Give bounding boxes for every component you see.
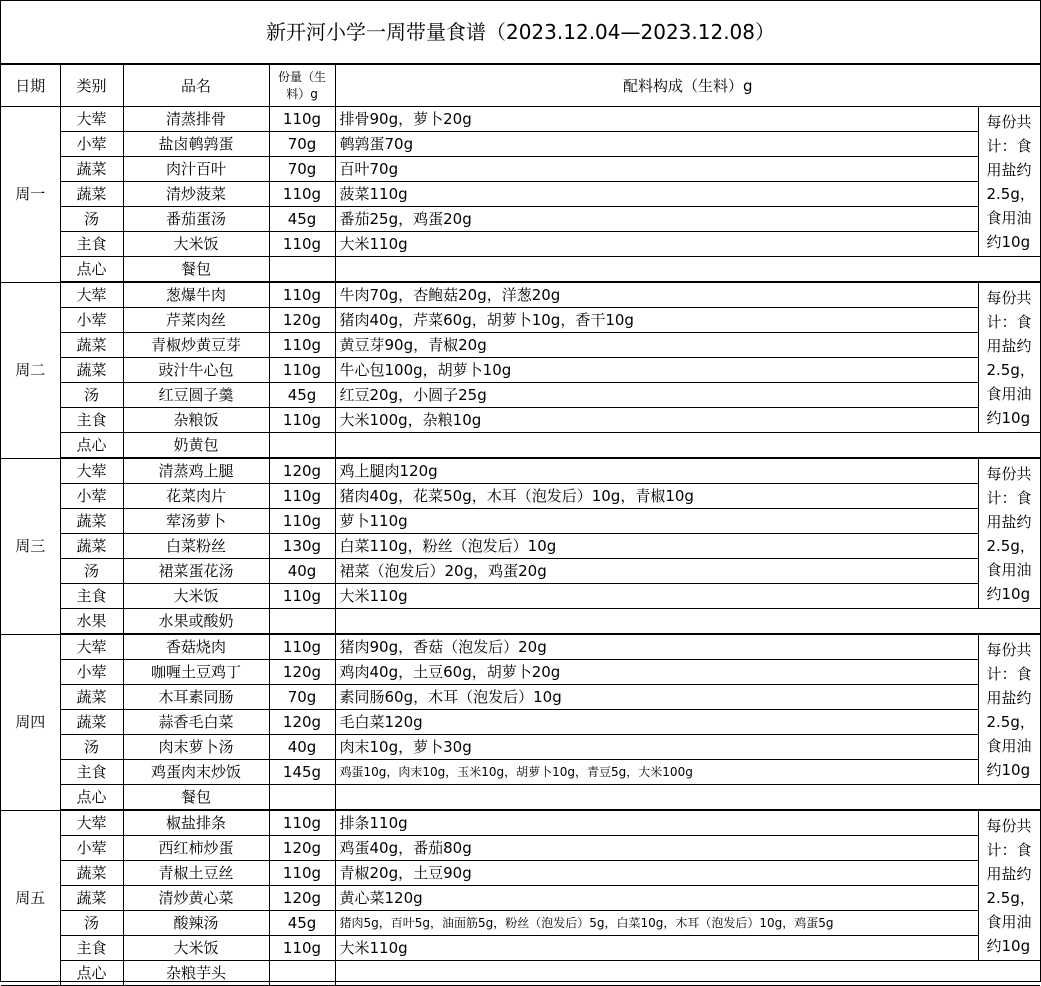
category-cell: 小荤 [60,660,123,685]
portion-cell: 145g [269,760,335,785]
ingredients-cell: 鸡蛋10g，肉末10g，玉米10g，胡萝卜10g，青豆5g，大米100g [335,760,978,785]
dish-cell: 肉末萝卜汤 [123,735,269,760]
portion-cell [269,257,335,283]
ingredients-cell [335,785,1040,811]
portion-cell: 70g [269,685,335,710]
table-row [1,836,1040,861]
ingredients-cell: 大米110g [335,584,978,609]
day-label: 周三 [1,458,60,634]
category-cell: 主食 [60,408,123,433]
table-row [1,207,1040,232]
category-cell: 主食 [60,936,123,961]
portion-cell: 120g [269,836,335,861]
portion-cell: 45g [269,911,335,936]
dish-cell: 椒盐排条 [123,810,269,836]
dish-cell: 西红柿炒蛋 [123,836,269,861]
category-cell: 点心 [60,257,123,283]
header-dish: 品名 [123,65,269,107]
category-cell: 汤 [60,559,123,584]
dish-cell: 青椒土豆丝 [123,861,269,886]
dish-cell: 餐包 [123,257,269,283]
category-cell: 汤 [60,735,123,760]
nutrition-note: 每份共计：食用盐约2.5g，食用油约10g [978,458,1040,609]
ingredients-cell: 牛心包100g，胡萝卜10g [335,358,978,383]
dish-cell: 青椒炒黄豆芽 [123,333,269,358]
table-row [1,433,1040,459]
nutrition-note: 每份共计：食用盐约2.5g，食用油约10g [978,634,1040,785]
table-row [1,660,1040,685]
category-cell: 蔬菜 [60,861,123,886]
table-row [1,936,1040,961]
portion-cell: 110g [269,107,335,132]
portion-cell: 110g [269,634,335,660]
dish-cell: 芹菜肉丝 [123,308,269,333]
dish-cell: 豉汁牛心包 [123,358,269,383]
category-cell: 主食 [60,584,123,609]
table-row [1,282,1040,308]
ingredients-cell: 鸡上腿肉120g [335,458,978,484]
menu-body [1,107,1040,986]
portion-cell: 110g [269,408,335,433]
ingredients-cell [335,257,1040,283]
category-cell: 蔬菜 [60,182,123,207]
table-row [1,886,1040,911]
table-row [1,861,1040,886]
table-row [1,408,1040,433]
dish-cell: 白菜粉丝 [123,534,269,559]
table-row [1,107,1040,132]
portion-cell: 110g [269,182,335,207]
table-row [1,534,1040,559]
ingredients-cell: 猪肉5g，百叶5g，油面筋5g，粉丝（泡发后）5g，白菜10g，木耳（泡发后）10g，鸡蛋5g [335,911,978,936]
portion-cell: 45g [269,207,335,232]
portion-cell: 110g [269,810,335,836]
ingredients-cell: 鸡蛋40g，番茄80g [335,836,978,861]
portion-cell: 110g [269,358,335,383]
dish-cell: 裙菜蛋花汤 [123,559,269,584]
table-row [1,584,1040,609]
portion-cell: 40g [269,735,335,760]
dish-cell: 蒜香毛白菜 [123,710,269,735]
category-cell: 蔬菜 [60,534,123,559]
ingredients-cell: 猪肉40g，花菜50g，木耳（泡发后）10g，青椒10g [335,484,978,509]
category-cell: 蔬菜 [60,333,123,358]
ingredients-cell: 裙菜（泡发后）20g，鸡蛋20g [335,559,978,584]
category-cell: 点心 [60,785,123,811]
table-row [1,710,1040,735]
portion-cell [269,433,335,459]
portion-cell: 110g [269,333,335,358]
portion-cell: 120g [269,308,335,333]
dish-cell: 大米饭 [123,936,269,961]
page-title: 新开河小学一周带量食谱（2023.12.04—2023.12.08） [1,1,1040,64]
day-label: 周五 [1,810,60,986]
ingredients-cell: 鸡肉40g，土豆60g，胡萝卜20g [335,660,978,685]
ingredients-cell: 大米110g [335,232,978,257]
category-cell: 点心 [60,433,123,459]
dish-cell: 清蒸排骨 [123,107,269,132]
category-cell: 主食 [60,760,123,785]
table-row [1,911,1040,936]
ingredients-cell: 鹌鹑蛋70g [335,132,978,157]
table-row [1,785,1040,811]
table-row [1,609,1040,635]
table-row [1,559,1040,584]
category-cell: 大荤 [60,634,123,660]
ingredients-cell: 排骨90g，萝卜20g [335,107,978,132]
portion-cell: 40g [269,559,335,584]
category-cell: 蔬菜 [60,509,123,534]
dish-cell: 花菜肉片 [123,484,269,509]
table-row [1,735,1040,760]
day-label: 周一 [1,107,60,283]
category-cell: 汤 [60,911,123,936]
ingredients-cell: 菠菜110g [335,182,978,207]
header-portion: 份量（生料）g [269,65,335,107]
table-row [1,182,1040,207]
category-cell: 小荤 [60,308,123,333]
table-row [1,257,1040,283]
nutrition-note: 每份共计：食用盐约2.5g，食用油约10g [978,107,1040,257]
portion-cell: 70g [269,132,335,157]
category-cell: 主食 [60,232,123,257]
day-label: 周四 [1,634,60,810]
category-cell: 小荤 [60,132,123,157]
portion-cell: 110g [269,282,335,308]
ingredients-cell: 大米110g [335,936,978,961]
category-cell: 点心 [60,961,123,986]
nutrition-note: 每份共计：食用盐约2.5g，食用油约10g [978,810,1040,961]
table-row [1,685,1040,710]
dish-cell: 大米饭 [123,232,269,257]
dish-cell: 水果或酸奶 [123,609,269,635]
header-ingredients: 配料构成（生料）g [335,65,1040,107]
portion-cell: 130g [269,534,335,559]
category-cell: 水果 [60,609,123,635]
ingredients-cell: 白菜110g，粉丝（泡发后）10g [335,534,978,559]
portion-cell: 110g [269,584,335,609]
portion-cell: 110g [269,861,335,886]
portion-cell: 120g [269,660,335,685]
table-row [1,383,1040,408]
day-label: 周二 [1,282,60,458]
dish-cell: 荤汤萝卜 [123,509,269,534]
ingredients-cell: 牛肉70g，杏鲍菇20g，洋葱20g [335,282,978,308]
dish-cell: 杂粮芋头 [123,961,269,986]
dish-cell: 清蒸鸡上腿 [123,458,269,484]
category-cell: 蔬菜 [60,358,123,383]
portion-cell: 120g [269,710,335,735]
ingredients-cell: 萝卜110g [335,509,978,534]
category-cell: 蔬菜 [60,157,123,182]
category-cell: 小荤 [60,836,123,861]
category-cell: 蔬菜 [60,886,123,911]
table-row [1,484,1040,509]
category-cell: 大荤 [60,282,123,308]
table-row [1,333,1040,358]
header-category: 类别 [60,65,123,107]
table-row [1,760,1040,785]
category-cell: 大荤 [60,458,123,484]
table-row [1,358,1040,383]
table-row [1,232,1040,257]
dish-cell: 葱爆牛肉 [123,282,269,308]
table-row [1,132,1040,157]
ingredients-cell: 排条110g [335,810,978,836]
ingredients-cell: 番茄25g，鸡蛋20g [335,207,978,232]
portion-cell [269,785,335,811]
dish-cell: 餐包 [123,785,269,811]
ingredients-cell: 肉末10g，萝卜30g [335,735,978,760]
dish-cell: 奶黄包 [123,433,269,459]
dish-cell: 大米饭 [123,584,269,609]
dish-cell: 盐卤鹌鹑蛋 [123,132,269,157]
ingredients-cell: 毛白菜120g [335,710,978,735]
portion-cell: 45g [269,383,335,408]
ingredients-cell: 黄豆芽90g，青椒20g [335,333,978,358]
dish-cell: 红豆圆子羹 [123,383,269,408]
dish-cell: 鸡蛋肉末炒饭 [123,760,269,785]
ingredients-cell [335,433,1040,459]
ingredients-cell: 青椒20g，土豆90g [335,861,978,886]
dish-cell: 肉汁百叶 [123,157,269,182]
header-date: 日期 [1,65,60,107]
ingredients-cell [335,609,1040,635]
category-cell: 大荤 [60,107,123,132]
category-cell: 蔬菜 [60,685,123,710]
ingredients-cell: 猪肉40g，芹菜60g，胡萝卜10g，香干10g [335,308,978,333]
ingredients-cell: 素同肠60g，木耳（泡发后）10g [335,685,978,710]
table-row [1,458,1040,484]
dish-cell: 清炒黄心菜 [123,886,269,911]
category-cell: 小荤 [60,484,123,509]
table-row [1,634,1040,660]
portion-cell: 110g [269,509,335,534]
portion-cell [269,609,335,635]
portion-cell: 110g [269,484,335,509]
dish-cell: 咖喱土豆鸡丁 [123,660,269,685]
dish-cell: 酸辣汤 [123,911,269,936]
portion-cell: 120g [269,886,335,911]
header-row [1,65,1040,107]
dish-cell: 番茄蛋汤 [123,207,269,232]
category-cell: 汤 [60,207,123,232]
category-cell: 汤 [60,383,123,408]
nutrition-note: 每份共计：食用盐约2.5g，食用油约10g [978,282,1040,433]
table-row [1,810,1040,836]
portion-cell: 110g [269,232,335,257]
portion-cell: 120g [269,458,335,484]
ingredients-cell: 百叶70g [335,157,978,182]
dish-cell: 香菇烧肉 [123,634,269,660]
dish-cell: 杂粮饭 [123,408,269,433]
dish-cell: 木耳素同肠 [123,685,269,710]
ingredients-cell: 黄心菜120g [335,886,978,911]
category-cell: 大荤 [60,810,123,836]
portion-cell: 110g [269,936,335,961]
table-row [1,157,1040,182]
table-row [1,308,1040,333]
portion-cell: 70g [269,157,335,182]
dish-cell: 清炒菠菜 [123,182,269,207]
ingredients-cell: 猪肉90g，香菇（泡发后）20g [335,634,978,660]
category-cell: 蔬菜 [60,710,123,735]
ingredients-cell: 大米100g，杂粮10g [335,408,978,433]
menu-table [1,64,1040,986]
table-row [1,509,1040,534]
ingredients-cell: 红豆20g，小圆子25g [335,383,978,408]
